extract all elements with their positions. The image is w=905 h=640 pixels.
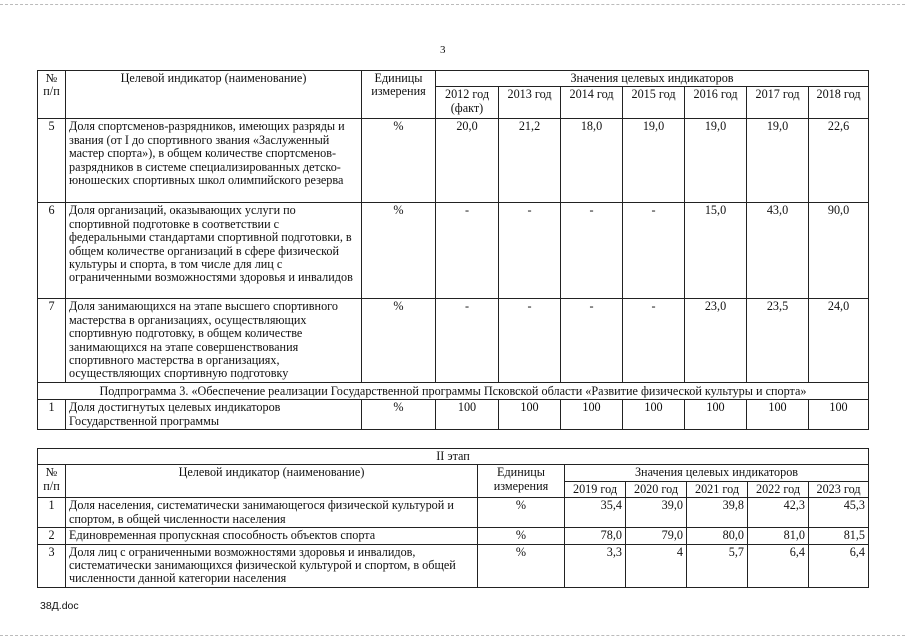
- row-value: 5,7: [687, 544, 748, 587]
- header-year: 2019 год: [565, 481, 626, 497]
- row-value: 6,4: [748, 544, 809, 587]
- row-num: 5: [38, 119, 66, 203]
- row-value: 39,0: [626, 498, 687, 528]
- row-value: -: [499, 203, 561, 299]
- row-value: 100: [561, 400, 623, 430]
- row-value: 24,0: [809, 299, 869, 382]
- row-num: 2: [38, 528, 66, 544]
- row-indicator-name: Доля организаций, оказывающих услуги по спортивной подготовке в соответствии с федеральными стандартами спортивной подготовки, в общем количестве организаций в сфере физической культуры и спорта, в том числе для лиц с ограниченными возможностями здоровья и инвалидов: [66, 203, 362, 299]
- table-row: [38, 498, 869, 528]
- header-units: Единицы измерения: [362, 71, 436, 119]
- row-value: -: [623, 203, 685, 299]
- row-value: 100: [747, 400, 809, 430]
- row-indicator-name: Доля спортсменов-разрядников, имеющих разряды и звания (от I до спортивного звания «Заслуженный мастер спорта»), в общем количестве спортсменов-разрядников в системе специализированных детско-юношеских спортивных школ олимпийского резерва: [66, 119, 362, 203]
- row-value: 100: [809, 400, 869, 430]
- row-value: 23,0: [685, 299, 747, 382]
- row-value: 19,0: [685, 119, 747, 203]
- row-indicator-name: Доля занимающихся на этапе высшего спортивного мастерства в организациях, осуществляющих спортивную подготовку, в общем количестве занимающихся на этапе совершенствования спортивного мастерства в организациях, осуществляющих спортивную подготовку: [66, 299, 362, 382]
- header-values-title: Значения целевых индикаторов: [565, 465, 869, 481]
- row-value: 79,0: [626, 528, 687, 544]
- stage2-table: [37, 448, 869, 588]
- header-year: 2020 год: [626, 481, 687, 497]
- header-year: 2022 год: [748, 481, 809, 497]
- row-num: 3: [38, 544, 66, 587]
- row-value: 19,0: [623, 119, 685, 203]
- row-value: 15,0: [685, 203, 747, 299]
- row-indicator-name: Доля лиц с ограниченными возможностями здоровья и инвалидов, систематически занимающихся физической культурой и спортом, в общей численности данной категории населения: [66, 544, 478, 587]
- row-value: -: [623, 299, 685, 382]
- header-year: 2017 год: [747, 87, 809, 119]
- row-value: 100: [623, 400, 685, 430]
- header-year: 2013 год: [499, 87, 561, 119]
- row-value: 35,4: [565, 498, 626, 528]
- header-year: 2016 год: [685, 87, 747, 119]
- stage2-title: II этап: [38, 449, 869, 465]
- header-year: 2018 год: [809, 87, 869, 119]
- row-value: 100: [499, 400, 561, 430]
- row-value: 80,0: [687, 528, 748, 544]
- row-indicator-name: Единовременная пропускная способность объектов спорта: [66, 528, 478, 544]
- row-value: -: [499, 299, 561, 382]
- header-num: № п/п: [38, 465, 66, 498]
- row-value: 23,5: [747, 299, 809, 382]
- page-number: 3: [440, 44, 446, 56]
- header-year: 2021 год: [687, 481, 748, 497]
- row-num: 1: [38, 498, 66, 528]
- row-num: 1: [38, 400, 66, 430]
- row-unit: %: [362, 119, 436, 203]
- header-year: 2014 год: [561, 87, 623, 119]
- table-row: [38, 544, 869, 587]
- row-value: 18,0: [561, 119, 623, 203]
- row-num: 6: [38, 203, 66, 299]
- row-unit: %: [362, 400, 436, 430]
- stage1-table: [37, 70, 869, 430]
- row-value: 100: [685, 400, 747, 430]
- row-value: 81,5: [809, 528, 869, 544]
- row-value: 3,3: [565, 544, 626, 587]
- row-num: 7: [38, 299, 66, 382]
- table-row: [38, 119, 869, 203]
- row-value: 19,0: [747, 119, 809, 203]
- table-row: [38, 400, 869, 430]
- header-num: № п/п: [38, 71, 66, 119]
- scan-edge-top: [0, 4, 905, 5]
- header-indicator: Целевой индикатор (наименование): [66, 465, 478, 498]
- header-units: Единицы измерения: [478, 465, 565, 498]
- row-value: 21,2: [499, 119, 561, 203]
- row-value: 90,0: [809, 203, 869, 299]
- row-value: 22,6: [809, 119, 869, 203]
- row-value: 43,0: [747, 203, 809, 299]
- header-values-title: Значения целевых индикаторов: [436, 71, 869, 87]
- header-year: 2015 год: [623, 87, 685, 119]
- row-unit: %: [362, 299, 436, 382]
- table-row: [38, 203, 869, 299]
- row-value: -: [561, 299, 623, 382]
- row-unit: %: [478, 528, 565, 544]
- row-value: 45,3: [809, 498, 869, 528]
- row-unit: %: [478, 544, 565, 587]
- row-value: 78,0: [565, 528, 626, 544]
- row-indicator-name: Доля населения, систематически занимающегося физической культурой и спортом, в общей численности населения: [66, 498, 478, 528]
- row-value: 81,0: [748, 528, 809, 544]
- row-value: 42,3: [748, 498, 809, 528]
- table-row: [38, 299, 869, 382]
- row-value: 20,0: [436, 119, 499, 203]
- row-value: 39,8: [687, 498, 748, 528]
- header-indicator: Целевой индикатор (наименование): [66, 71, 362, 119]
- scan-edge-bottom: [0, 635, 905, 636]
- row-indicator-name: Доля достигнутых целевых индикаторов Государственной программы: [66, 400, 362, 430]
- subprogram-heading: Подпрограмма 3. «Обеспечение реализации Государственной программы Псковской области «Развитие физической культуры и спорта»: [38, 382, 869, 399]
- table-row: [38, 528, 869, 544]
- row-value: -: [561, 203, 623, 299]
- row-value: 4: [626, 544, 687, 587]
- row-value: -: [436, 203, 499, 299]
- row-value: 100: [436, 400, 499, 430]
- row-unit: %: [362, 203, 436, 299]
- footer-filename: 38Д.doc: [40, 600, 79, 612]
- row-value: 6,4: [809, 544, 869, 587]
- row-value: -: [436, 299, 499, 382]
- header-year: 2012 год (факт): [436, 87, 499, 119]
- row-unit: %: [478, 498, 565, 528]
- header-year: 2023 год: [809, 481, 869, 497]
